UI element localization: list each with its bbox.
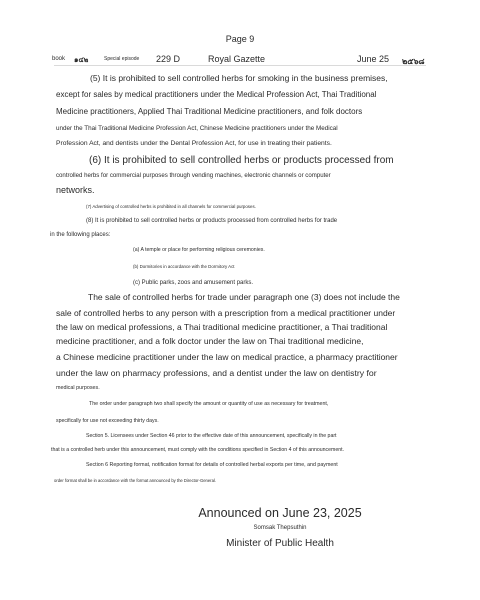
header-year: ๒๕๖๘ — [402, 56, 425, 66]
signatory-name: Somsak Thepsuthin — [253, 525, 307, 531]
line-6: (6) It is prohibited to sell controlled herbs or products processed from — [89, 155, 394, 166]
line-16: sale of controlled herbs to any person with a prescription from a medical practitioner under — [56, 308, 396, 318]
line-25: that is a controlled herb under this announcement, must comply with the conditions specified in Section 4 of this announcement. — [51, 447, 344, 453]
line-7: controlled herbs for commercial purposes through vending machines, electronic channels or computer — [56, 172, 331, 179]
header-episode: 229 D — [156, 54, 181, 64]
line-11: in the following places: — [50, 232, 111, 238]
line-8: networks. — [56, 185, 95, 195]
header-episode-label: Special episode — [104, 56, 140, 62]
line-24: Section 5. Licensees under Section 46 prior to the effective date of this announcement, specifically in the part — [86, 433, 337, 439]
line-19: a Chinese medicine practitioner under the law on medical practice, a pharmacy practitioner — [56, 352, 398, 362]
line-17: the law on medical professions, a Thai traditional medicine practitioner, a Thai traditional — [56, 322, 388, 332]
header-date: June 25 — [357, 54, 390, 64]
line-2: except for sales by medical practitioners under the Medical Profession Act, Thai Traditional — [56, 90, 377, 99]
signatory-position: Minister of Public Health — [226, 538, 334, 549]
line-13: (b) Dormitories in accordance with the Dormitory Act — [133, 264, 235, 269]
line-12: (a) A temple or place for performing religious ceremonies. — [133, 247, 265, 253]
line-14: (c) Public parks, zoos and amusement parks. — [133, 280, 254, 286]
line-18: medicine practitioner, and a folk doctor under the law on Thai traditional medicine, — [56, 336, 364, 346]
line-20: under the law on pharmacy professions, and a dentist under the law on dentistry for — [56, 368, 377, 378]
line-26: Section 6 Reporting format, notification format for details of controlled herbal exports per time, and payment — [86, 462, 338, 468]
header-book-label: book — [52, 56, 66, 62]
line-5: Profession Act, and dentists under the Dental Profession Act, for use in treating their patients. — [56, 140, 332, 147]
line-15: The sale of controlled herbs for trade under paragraph one (3) does not include the — [88, 292, 400, 302]
line-9: (7) Advertising of controlled herbs is prohibited in all channels for commercial purposes. — [86, 204, 256, 209]
header-book-number: ๑๔๒ — [74, 55, 89, 64]
line-21: medical purposes. — [56, 385, 100, 391]
line-4: under the Thai Traditional Medicine Profession Act, Chinese Medicine practitioners under the Medical — [56, 125, 338, 132]
line-23: specifically for use not exceeding thirty days. — [56, 418, 159, 424]
header-divider — [54, 65, 426, 66]
line-10: (8) It is prohibited to sell controlled herbs or products processed from controlled herbs for trade — [86, 218, 338, 224]
announcement-date: Announced on June 23, 2025 — [198, 506, 362, 520]
header-gazette-title: Royal Gazette — [208, 54, 266, 64]
line-22: The order under paragraph two shall specify the amount or quantity of use as necessary for treatment, — [89, 401, 329, 407]
line-3: Medicine practitioners, Applied Thai Traditional Medicine practitioners, and folk doctors — [56, 107, 363, 116]
line-1: (5) It is prohibited to sell controlled herbs for smoking in the business premises, — [90, 73, 388, 83]
page-number: Page 9 — [225, 34, 255, 44]
line-27: order format shall be in accordance with the format announced by the Director-General. — [54, 478, 216, 483]
